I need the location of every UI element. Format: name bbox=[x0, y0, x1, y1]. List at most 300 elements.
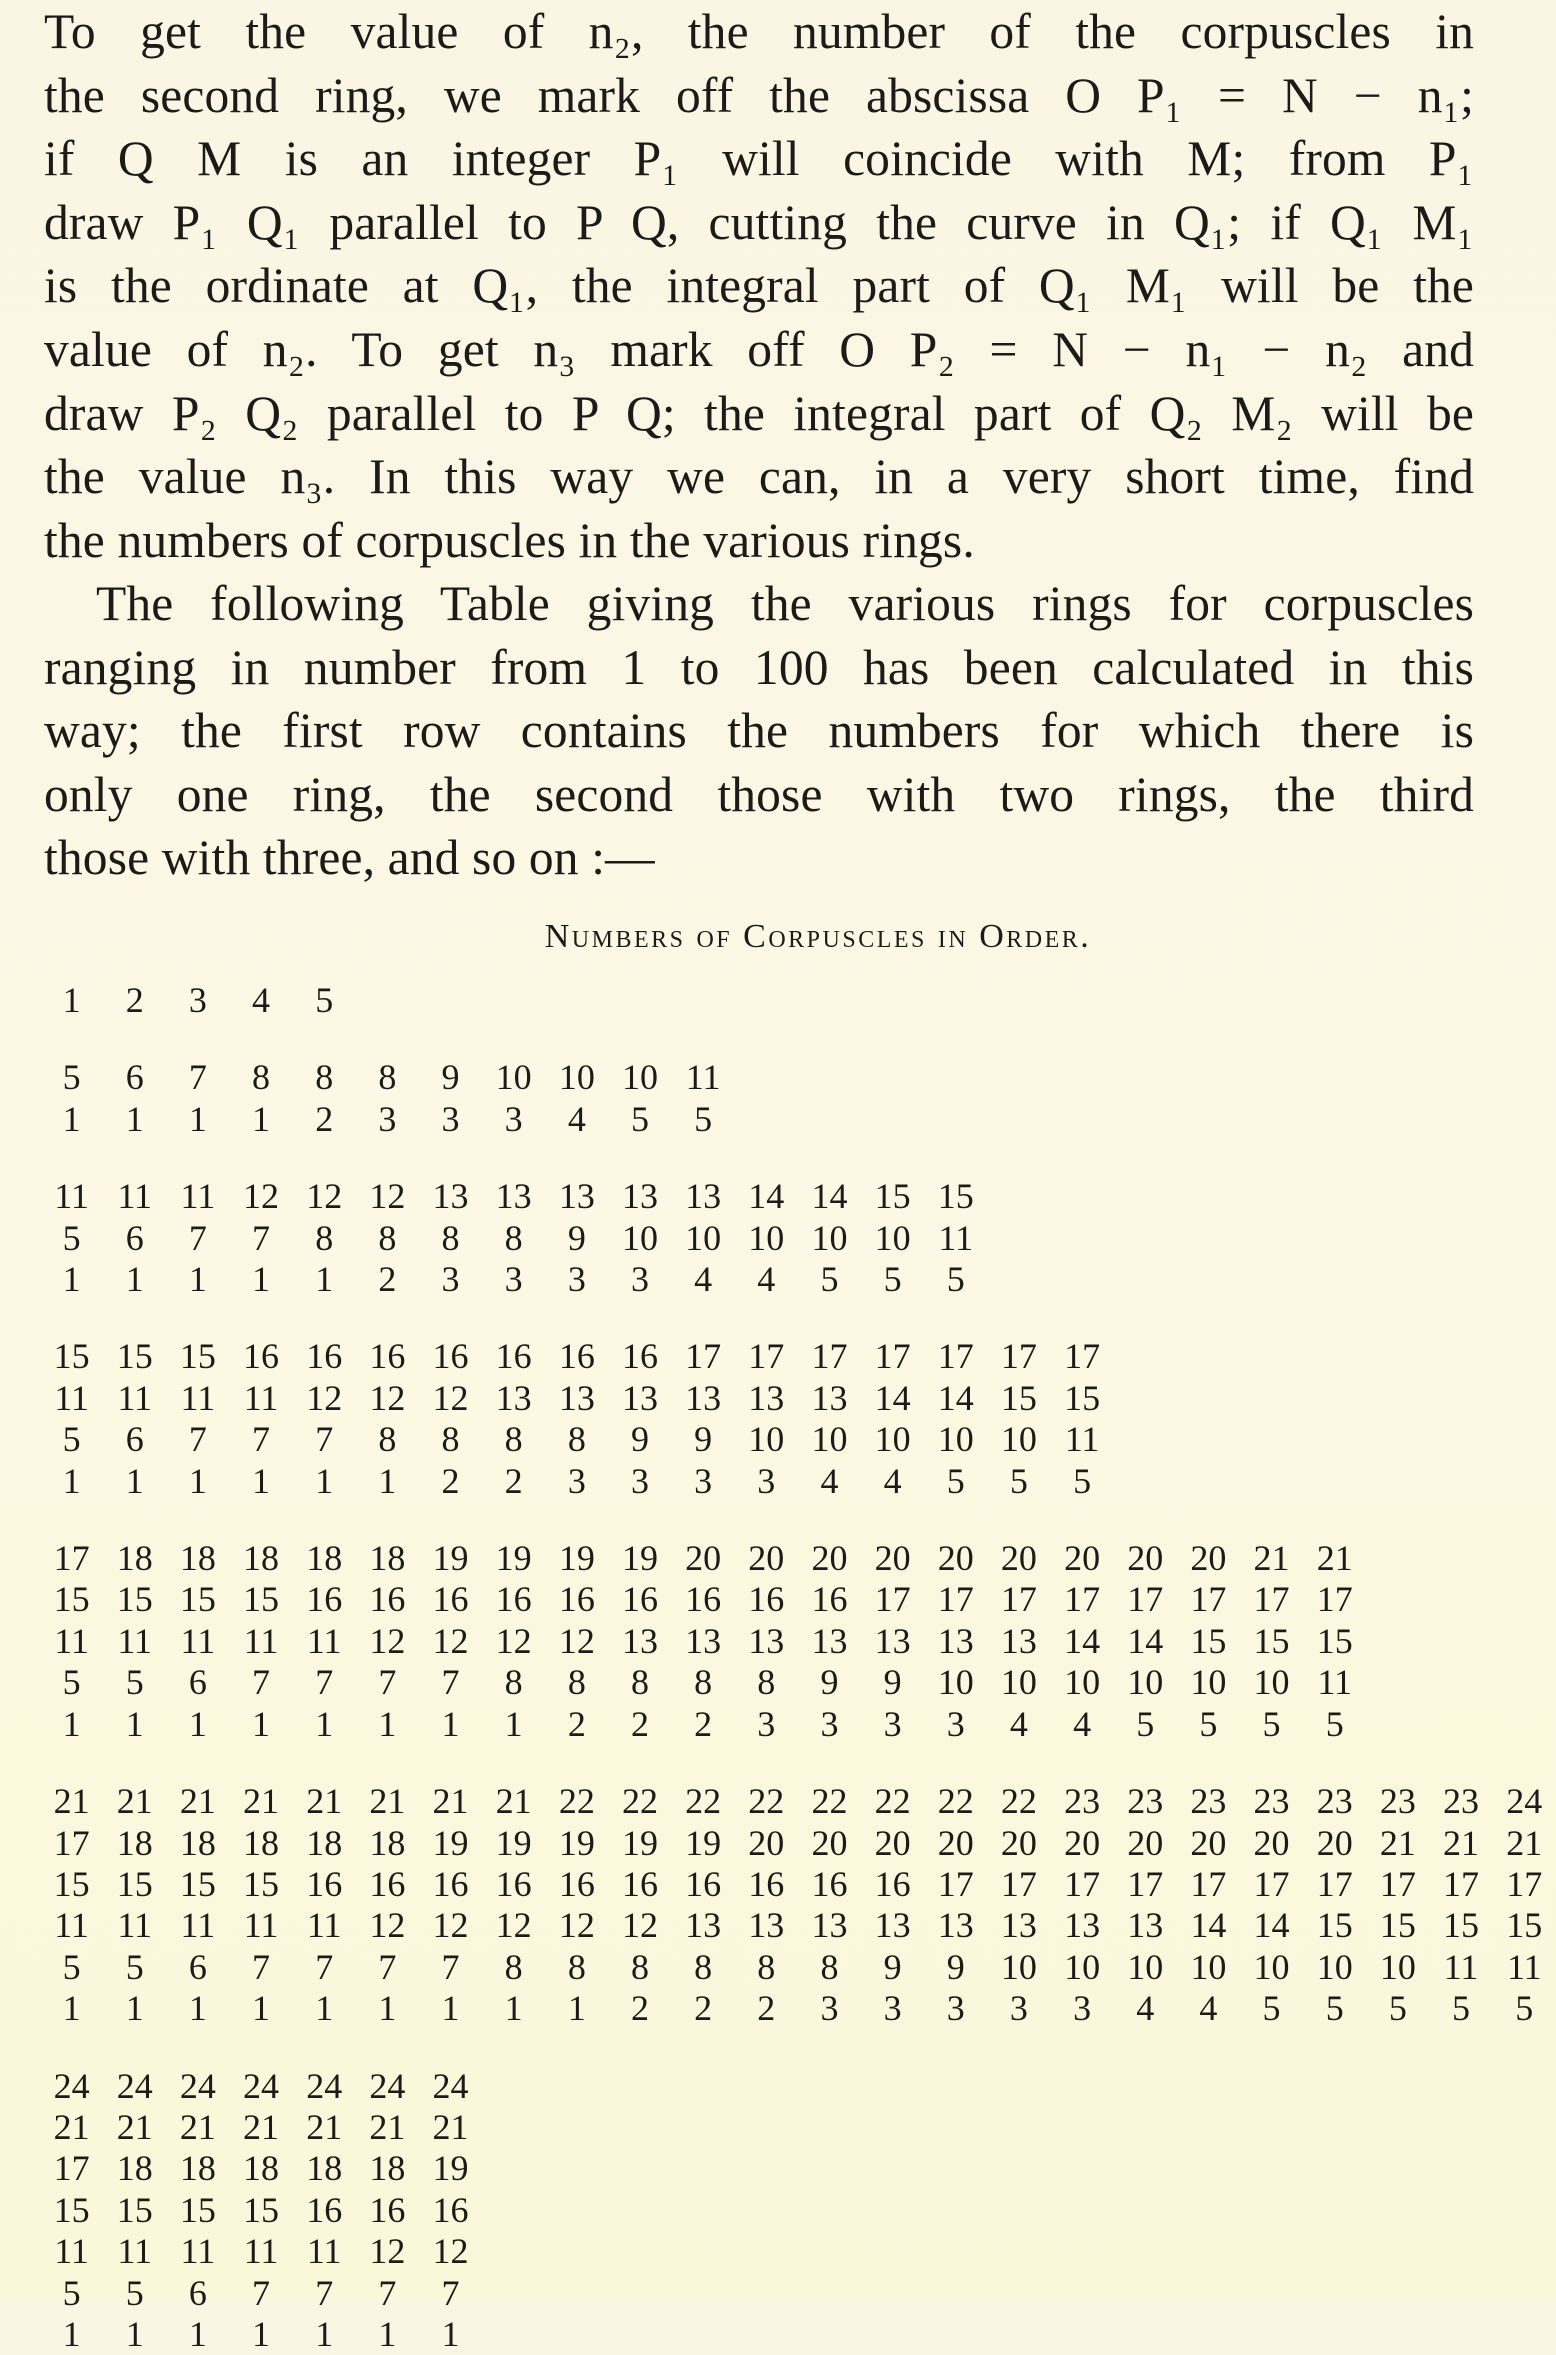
text-line: To get the value of n₂, the number of the corpuscles in bbox=[44, 4, 1474, 59]
table-cell: 7 bbox=[378, 1946, 397, 1987]
table-cell: 1 bbox=[315, 1460, 334, 1501]
table-cell: 11 bbox=[180, 1377, 216, 1418]
table-cell: 5 bbox=[1388, 1988, 1407, 2029]
table-cell: 8 bbox=[504, 1419, 523, 1460]
table-cell: 10 bbox=[1127, 1946, 1164, 1987]
table-cell: 22 bbox=[748, 1781, 785, 1822]
table-cell: 10 bbox=[937, 1662, 974, 1703]
table-cell: 17 bbox=[1253, 1579, 1290, 1620]
table-cell: 15 bbox=[53, 1336, 90, 1377]
table-cell: 8 bbox=[378, 1057, 397, 1098]
table-cell: 1 bbox=[504, 1988, 523, 2029]
table-cell: 11 bbox=[54, 2231, 89, 2272]
table-cell: 20 bbox=[937, 1822, 974, 1863]
table-cell: 3 bbox=[567, 1460, 586, 1501]
table-cell: 13 bbox=[811, 1905, 848, 1946]
table-cell: 8 bbox=[441, 1419, 460, 1460]
table-cell: 11 bbox=[243, 1905, 279, 1946]
table-cell: 13 bbox=[621, 1377, 658, 1418]
table-cell: 13 bbox=[432, 1176, 469, 1217]
table-cell: 16 bbox=[874, 1863, 911, 1904]
table-cell: 21 bbox=[432, 2106, 469, 2147]
table-cell: 3 bbox=[441, 1259, 460, 1300]
table-cell: 18 bbox=[243, 1538, 280, 1579]
table-cell: 10 bbox=[1190, 1946, 1227, 1987]
table-cell: 16 bbox=[621, 1336, 658, 1377]
table-cell: 7 bbox=[252, 1419, 271, 1460]
table-cell: 3 bbox=[504, 1098, 523, 1139]
table-cell: 11 bbox=[117, 2231, 153, 2272]
table-cell: 22 bbox=[937, 1781, 974, 1822]
table-cell: 5 bbox=[125, 1662, 144, 1703]
table-cell: 5 bbox=[1199, 1703, 1218, 1744]
table-cell: 2 bbox=[630, 1988, 649, 2029]
table-row bbox=[40, 980, 1556, 1021]
table-cell: 12 bbox=[432, 1377, 469, 1418]
table-cell: 13 bbox=[685, 1176, 722, 1217]
table-cell: 16 bbox=[243, 1336, 280, 1377]
table-cell: 13 bbox=[748, 1377, 785, 1418]
table-cell: 10 bbox=[1253, 1662, 1290, 1703]
table-cell: 7 bbox=[315, 2272, 334, 2313]
table-cell: 8 bbox=[315, 1057, 334, 1098]
table-cell: 17 bbox=[937, 1863, 974, 1904]
table-cell: 16 bbox=[558, 1579, 595, 1620]
table-cell: 8 bbox=[504, 1946, 523, 1987]
table-cell: 4 bbox=[252, 980, 271, 1020]
table-cell: 11 bbox=[54, 1620, 89, 1661]
table-cell: 17 bbox=[748, 1336, 785, 1377]
table-cell: 15 bbox=[179, 1336, 216, 1377]
table-cell: 16 bbox=[369, 1336, 406, 1377]
table-cell: 21 bbox=[1316, 1538, 1353, 1579]
table-cell: 10 bbox=[1000, 1662, 1037, 1703]
table-cell: 1 bbox=[441, 1703, 460, 1744]
table-cell: 6 bbox=[125, 1419, 144, 1460]
table-cell: 19 bbox=[432, 1538, 469, 1579]
table-cell: 20 bbox=[1253, 1822, 1290, 1863]
table-cell: 17 bbox=[1000, 1336, 1037, 1377]
table-cell: 10 bbox=[1000, 1419, 1037, 1460]
table-cell: 5 bbox=[946, 1259, 965, 1300]
table-cell: 1 bbox=[252, 1259, 271, 1300]
table-cell: 16 bbox=[495, 1336, 532, 1377]
text-line: if Q M is an integer P₁ will coincide with M; from P₁ bbox=[44, 131, 1474, 187]
table-cell: 5 bbox=[125, 2272, 144, 2313]
table-cell: 1 bbox=[188, 2313, 207, 2354]
table-cell: 5 bbox=[1262, 1703, 1281, 1744]
table-cell: 5 bbox=[315, 980, 334, 1020]
table-cell: 1 bbox=[315, 1259, 334, 1300]
table-cell: 20 bbox=[748, 1538, 785, 1579]
table-cell: 15 bbox=[1506, 1905, 1543, 1946]
table-cell: 10 bbox=[1316, 1946, 1353, 1987]
table-cell: 19 bbox=[685, 1822, 722, 1863]
table-cell: 11 bbox=[1064, 1419, 1100, 1460]
table-cell: 8 bbox=[252, 1057, 271, 1098]
table-cell: 22 bbox=[874, 1781, 911, 1822]
table-cell: 5 bbox=[946, 1460, 965, 1501]
table-cell: 18 bbox=[179, 1538, 216, 1579]
table-cell: 10 bbox=[1127, 1662, 1164, 1703]
table-cell: 3 bbox=[757, 1460, 776, 1501]
table-row bbox=[40, 1864, 1556, 1905]
table-cell: 16 bbox=[369, 1863, 406, 1904]
table-cell: 12 bbox=[558, 1620, 595, 1661]
table-cell: 12 bbox=[558, 1905, 595, 1946]
table-row bbox=[40, 1176, 1556, 1217]
table-cell: 17 bbox=[1506, 1863, 1543, 1904]
table-row bbox=[40, 1099, 1556, 1140]
table-cell: 8 bbox=[378, 1419, 397, 1460]
table-cell: 21 bbox=[1443, 1822, 1480, 1863]
table-cell: 5 bbox=[694, 1098, 713, 1139]
table-cell: 20 bbox=[874, 1538, 911, 1579]
table-cell: 12 bbox=[369, 2231, 406, 2272]
table-cell: 10 bbox=[495, 1057, 532, 1098]
table-cell: 21 bbox=[1253, 1538, 1290, 1579]
table-cell: 4 bbox=[567, 1098, 586, 1139]
table-cell: 18 bbox=[179, 2148, 216, 2189]
table-row bbox=[40, 2190, 1556, 2231]
table-cell: 24 bbox=[369, 2065, 406, 2106]
table-cell: 23 bbox=[1253, 1781, 1290, 1822]
table-cell: 20 bbox=[685, 1538, 722, 1579]
table-cell: 15 bbox=[874, 1176, 911, 1217]
table-cell: 18 bbox=[243, 2148, 280, 2189]
table-cell: 5 bbox=[1136, 1703, 1155, 1744]
table-cell: 3 bbox=[694, 1460, 713, 1501]
table-cell: 10 bbox=[874, 1217, 911, 1258]
table-cell: 1 bbox=[252, 1098, 271, 1139]
table-cell: 3 bbox=[1009, 1988, 1028, 2029]
table-cell: 17 bbox=[811, 1336, 848, 1377]
table-cell: 4 bbox=[757, 1259, 776, 1300]
table-cell: 19 bbox=[432, 2148, 469, 2189]
text-line: ranging in number from 1 to 100 has been calculated in this bbox=[44, 639, 1474, 695]
table-cell: 12 bbox=[432, 2231, 469, 2272]
table-cell: 20 bbox=[1000, 1538, 1037, 1579]
table-cell: 4 bbox=[883, 1460, 902, 1501]
text-line: draw P₁ Q₁ parallel to P Q, cutting the curve in Q₁; if Q₁ M₁ bbox=[44, 194, 1474, 250]
table-cell: 21 bbox=[495, 1781, 532, 1822]
table-cell: 15 bbox=[1379, 1905, 1416, 1946]
text-line: value of n₂. To get n₃ mark off O P₂ = N − n₁ − n₂ and bbox=[44, 321, 1474, 377]
table-cell: 11 bbox=[243, 2231, 279, 2272]
table-cell: 13 bbox=[748, 1905, 785, 1946]
table-cell: 16 bbox=[558, 1863, 595, 1904]
table-cell: 2 bbox=[504, 1460, 523, 1501]
text-line: only one ring, the second those with two rings, the third bbox=[44, 766, 1474, 822]
table-cell: 4 bbox=[1073, 1703, 1092, 1744]
table-cell: 9 bbox=[694, 1419, 713, 1460]
table-cell: 8 bbox=[567, 1419, 586, 1460]
table-cell: 12 bbox=[369, 1176, 406, 1217]
table-cell: 16 bbox=[811, 1579, 848, 1620]
table-cell: 21 bbox=[1379, 1822, 1416, 1863]
table-cell: 3 bbox=[757, 1703, 776, 1744]
table-cell: 7 bbox=[252, 1662, 271, 1703]
table-cell: 24 bbox=[53, 2065, 90, 2106]
table-cell: 8 bbox=[757, 1662, 776, 1703]
table-cell: 13 bbox=[495, 1377, 532, 1418]
table-cell: 16 bbox=[432, 1579, 469, 1620]
table-cell: 21 bbox=[179, 1781, 216, 1822]
text-line: the numbers of corpuscles in the various rings. bbox=[44, 512, 975, 568]
table-cell: 14 bbox=[748, 1176, 785, 1217]
table-cell: 9 bbox=[567, 1217, 586, 1258]
table-cell: 1 bbox=[62, 1259, 81, 1300]
table-row bbox=[40, 1579, 1556, 1620]
table-cell: 10 bbox=[811, 1419, 848, 1460]
table-cell: 12 bbox=[369, 1620, 406, 1661]
table-cell: 10 bbox=[1064, 1946, 1101, 1987]
table-cell: 19 bbox=[621, 1822, 658, 1863]
table-cell: 21 bbox=[306, 2106, 343, 2147]
table-cell: 5 bbox=[125, 1946, 144, 1987]
text-line: those with three, and so on :— bbox=[44, 830, 655, 886]
table-cell: 1 bbox=[378, 1460, 397, 1501]
table-cell: 1 bbox=[252, 2313, 271, 2354]
table-cell: 17 bbox=[1127, 1579, 1164, 1620]
table-cell: 7 bbox=[378, 2272, 397, 2313]
table-cell: 17 bbox=[1064, 1863, 1101, 1904]
table-cell: 17 bbox=[53, 2148, 90, 2189]
table-cell: 1 bbox=[378, 1988, 397, 2029]
table-cell: 20 bbox=[874, 1822, 911, 1863]
table-cell: 16 bbox=[811, 1863, 848, 1904]
table-cell: 3 bbox=[883, 1988, 902, 2029]
table-cell: 14 bbox=[811, 1176, 848, 1217]
group-spacer bbox=[40, 1502, 1556, 1538]
table-cell: 15 bbox=[179, 1863, 216, 1904]
table-cell: 20 bbox=[1190, 1538, 1227, 1579]
table-cell: 2 bbox=[567, 1703, 586, 1744]
table-cell: 11 bbox=[243, 1620, 279, 1661]
table-cell: 17 bbox=[1316, 1863, 1353, 1904]
table-cell: 7 bbox=[441, 2272, 460, 2313]
table-cell: 13 bbox=[685, 1620, 722, 1661]
table-cell: 1 bbox=[504, 1703, 523, 1744]
table-cell: 15 bbox=[1443, 1905, 1480, 1946]
table-cell: 7 bbox=[441, 1946, 460, 1987]
table-cell: 19 bbox=[495, 1538, 532, 1579]
table-cell: 1 bbox=[315, 2313, 334, 2354]
table-cell: 1 bbox=[62, 1988, 81, 2029]
table-cell: 9 bbox=[946, 1946, 965, 1987]
table-cell: 20 bbox=[1127, 1538, 1164, 1579]
table-row bbox=[40, 1988, 1556, 2029]
table-cell: 15 bbox=[53, 1579, 90, 1620]
table-cell: 5 bbox=[630, 1098, 649, 1139]
table-cell: 20 bbox=[1127, 1822, 1164, 1863]
table-cell: 9 bbox=[883, 1662, 902, 1703]
table-row bbox=[40, 1057, 1556, 1098]
table-cell: 11 bbox=[1443, 1946, 1479, 1987]
table-cell: 17 bbox=[937, 1336, 974, 1377]
table-cell: 12 bbox=[495, 1620, 532, 1661]
table-cell: 16 bbox=[558, 1336, 595, 1377]
table-cell: 8 bbox=[694, 1946, 713, 1987]
table-row bbox=[40, 1947, 1556, 1988]
table-cell: 4 bbox=[820, 1460, 839, 1501]
table-cell: 17 bbox=[1316, 1579, 1353, 1620]
table-cell: 13 bbox=[685, 1905, 722, 1946]
table-cell: 7 bbox=[315, 1419, 334, 1460]
table-cell: 10 bbox=[621, 1217, 658, 1258]
table-cell: 16 bbox=[495, 1863, 532, 1904]
table-row bbox=[40, 1781, 1556, 1822]
table-cell: 3 bbox=[820, 1988, 839, 2029]
table-cell: 21 bbox=[306, 1781, 343, 1822]
table-cell: 8 bbox=[757, 1946, 776, 1987]
table-cell: 16 bbox=[306, 1863, 343, 1904]
table-cell: 21 bbox=[432, 1781, 469, 1822]
table-cell: 11 bbox=[180, 1620, 216, 1661]
table-cell: 3 bbox=[630, 1259, 649, 1300]
table-cell: 12 bbox=[369, 1905, 406, 1946]
table-cell: 2 bbox=[441, 1460, 460, 1501]
table-row bbox=[40, 1378, 1556, 1419]
table-cell: 14 bbox=[1253, 1905, 1290, 1946]
table-cell: 6 bbox=[188, 1946, 207, 1987]
table-cell: 11 bbox=[685, 1057, 721, 1098]
table-cell: 15 bbox=[116, 2189, 153, 2230]
group-spacer bbox=[40, 1300, 1556, 1336]
table-cell: 19 bbox=[495, 1822, 532, 1863]
table-cell: 2 bbox=[694, 1703, 713, 1744]
table-cell: 11 bbox=[117, 1620, 153, 1661]
table-row bbox=[40, 1905, 1556, 1946]
table-cell: 16 bbox=[685, 1863, 722, 1904]
table-cell: 15 bbox=[1064, 1377, 1101, 1418]
table-cell: 10 bbox=[937, 1419, 974, 1460]
table-cell: 19 bbox=[558, 1538, 595, 1579]
table-row bbox=[40, 1461, 1556, 1502]
table-cell: 5 bbox=[62, 1217, 81, 1258]
table-cell: 18 bbox=[306, 2148, 343, 2189]
table-cell: 11 bbox=[938, 1217, 974, 1258]
table-cell: 15 bbox=[1316, 1620, 1353, 1661]
table-row bbox=[40, 2148, 1556, 2189]
table-cell: 10 bbox=[1064, 1662, 1101, 1703]
table-cell: 12 bbox=[495, 1905, 532, 1946]
table-cell: 24 bbox=[306, 2065, 343, 2106]
table-cell: 13 bbox=[1064, 1905, 1101, 1946]
table-cell: 13 bbox=[685, 1377, 722, 1418]
table-cell: 23 bbox=[1064, 1781, 1101, 1822]
table-cell: 16 bbox=[621, 1863, 658, 1904]
table-cell: 23 bbox=[1316, 1781, 1353, 1822]
table-cell: 23 bbox=[1443, 1781, 1480, 1822]
table-cell: 17 bbox=[1064, 1579, 1101, 1620]
table-cell: 18 bbox=[369, 1822, 406, 1863]
table-cell: 14 bbox=[1127, 1620, 1164, 1661]
table-cell: 10 bbox=[1190, 1662, 1227, 1703]
table-cell: 13 bbox=[748, 1620, 785, 1661]
table-cell: 8 bbox=[378, 1217, 397, 1258]
table-cell: 10 bbox=[811, 1217, 848, 1258]
table-cell: 11 bbox=[306, 1905, 342, 1946]
table-cell: 2 bbox=[125, 980, 144, 1020]
table-cell: 7 bbox=[378, 1662, 397, 1703]
table-cell: 1 bbox=[315, 1988, 334, 2029]
table-cell: 15 bbox=[53, 2189, 90, 2230]
table-cell: 17 bbox=[685, 1336, 722, 1377]
table-cell: 2 bbox=[630, 1703, 649, 1744]
table-cell: 7 bbox=[252, 1217, 271, 1258]
table-cell: 11 bbox=[243, 1377, 279, 1418]
table-cell: 13 bbox=[811, 1620, 848, 1661]
table-cell: 11 bbox=[306, 1620, 342, 1661]
table-cell: 1 bbox=[378, 1703, 397, 1744]
table-cell: 13 bbox=[1000, 1905, 1037, 1946]
table-cell: 1 bbox=[62, 1460, 81, 1501]
table-cell: 18 bbox=[306, 1538, 343, 1579]
table-cell: 22 bbox=[685, 1781, 722, 1822]
table-cell: 17 bbox=[1443, 1863, 1480, 1904]
table-cell: 15 bbox=[243, 1863, 280, 1904]
table-cell: 13 bbox=[495, 1176, 532, 1217]
table-cell: 5 bbox=[820, 1259, 839, 1300]
table-cell: 8 bbox=[504, 1217, 523, 1258]
table-cell: 3 bbox=[630, 1460, 649, 1501]
table-cell: 19 bbox=[432, 1822, 469, 1863]
table-cell: 21 bbox=[369, 2106, 406, 2147]
table-cell: 15 bbox=[179, 2189, 216, 2230]
table-row bbox=[40, 1621, 1556, 1662]
table-cell: 5 bbox=[62, 1662, 81, 1703]
table-cell: 1 bbox=[62, 1098, 81, 1139]
table-cell: 17 bbox=[1379, 1863, 1416, 1904]
table-cell: 13 bbox=[621, 1176, 658, 1217]
table-cell: 7 bbox=[188, 1419, 207, 1460]
table-row bbox=[40, 2107, 1556, 2148]
table-cell: 15 bbox=[53, 1863, 90, 1904]
table-cell: 13 bbox=[874, 1620, 911, 1661]
table-cell: 11 bbox=[180, 2231, 216, 2272]
table-cell: 22 bbox=[1000, 1781, 1037, 1822]
table-cell: 5 bbox=[1452, 1988, 1471, 2029]
table-cell: 22 bbox=[621, 1781, 658, 1822]
table-cell: 10 bbox=[685, 1217, 722, 1258]
table-cell: 4 bbox=[694, 1259, 713, 1300]
table-cell: 14 bbox=[1064, 1620, 1101, 1661]
table-cell: 1 bbox=[62, 1703, 81, 1744]
table-cell: 23 bbox=[1127, 1781, 1164, 1822]
table-cell: 5 bbox=[62, 1419, 81, 1460]
table-cell: 5 bbox=[62, 1057, 81, 1098]
table-cell: 18 bbox=[369, 1538, 406, 1579]
table-cell: 21 bbox=[116, 1781, 153, 1822]
table-cell: 5 bbox=[62, 1946, 81, 1987]
table-cell: 5 bbox=[1325, 1988, 1344, 2029]
table-cell: 1 bbox=[62, 980, 81, 1020]
table-cell: 21 bbox=[179, 2106, 216, 2147]
table-cell: 17 bbox=[1190, 1579, 1227, 1620]
table-cell: 18 bbox=[116, 1822, 153, 1863]
table-cell: 9 bbox=[820, 1662, 839, 1703]
table-cell: 8 bbox=[820, 1946, 839, 1987]
table-cell: 5 bbox=[1262, 1988, 1281, 2029]
table-cell: 10 bbox=[621, 1057, 658, 1098]
table-cell: 7 bbox=[252, 1946, 271, 1987]
table-cell: 2 bbox=[378, 1259, 397, 1300]
table-cell: 15 bbox=[243, 1579, 280, 1620]
table-cell: 11 bbox=[1317, 1662, 1353, 1703]
table-cell: 16 bbox=[621, 1579, 658, 1620]
table-cell: 9 bbox=[630, 1419, 649, 1460]
